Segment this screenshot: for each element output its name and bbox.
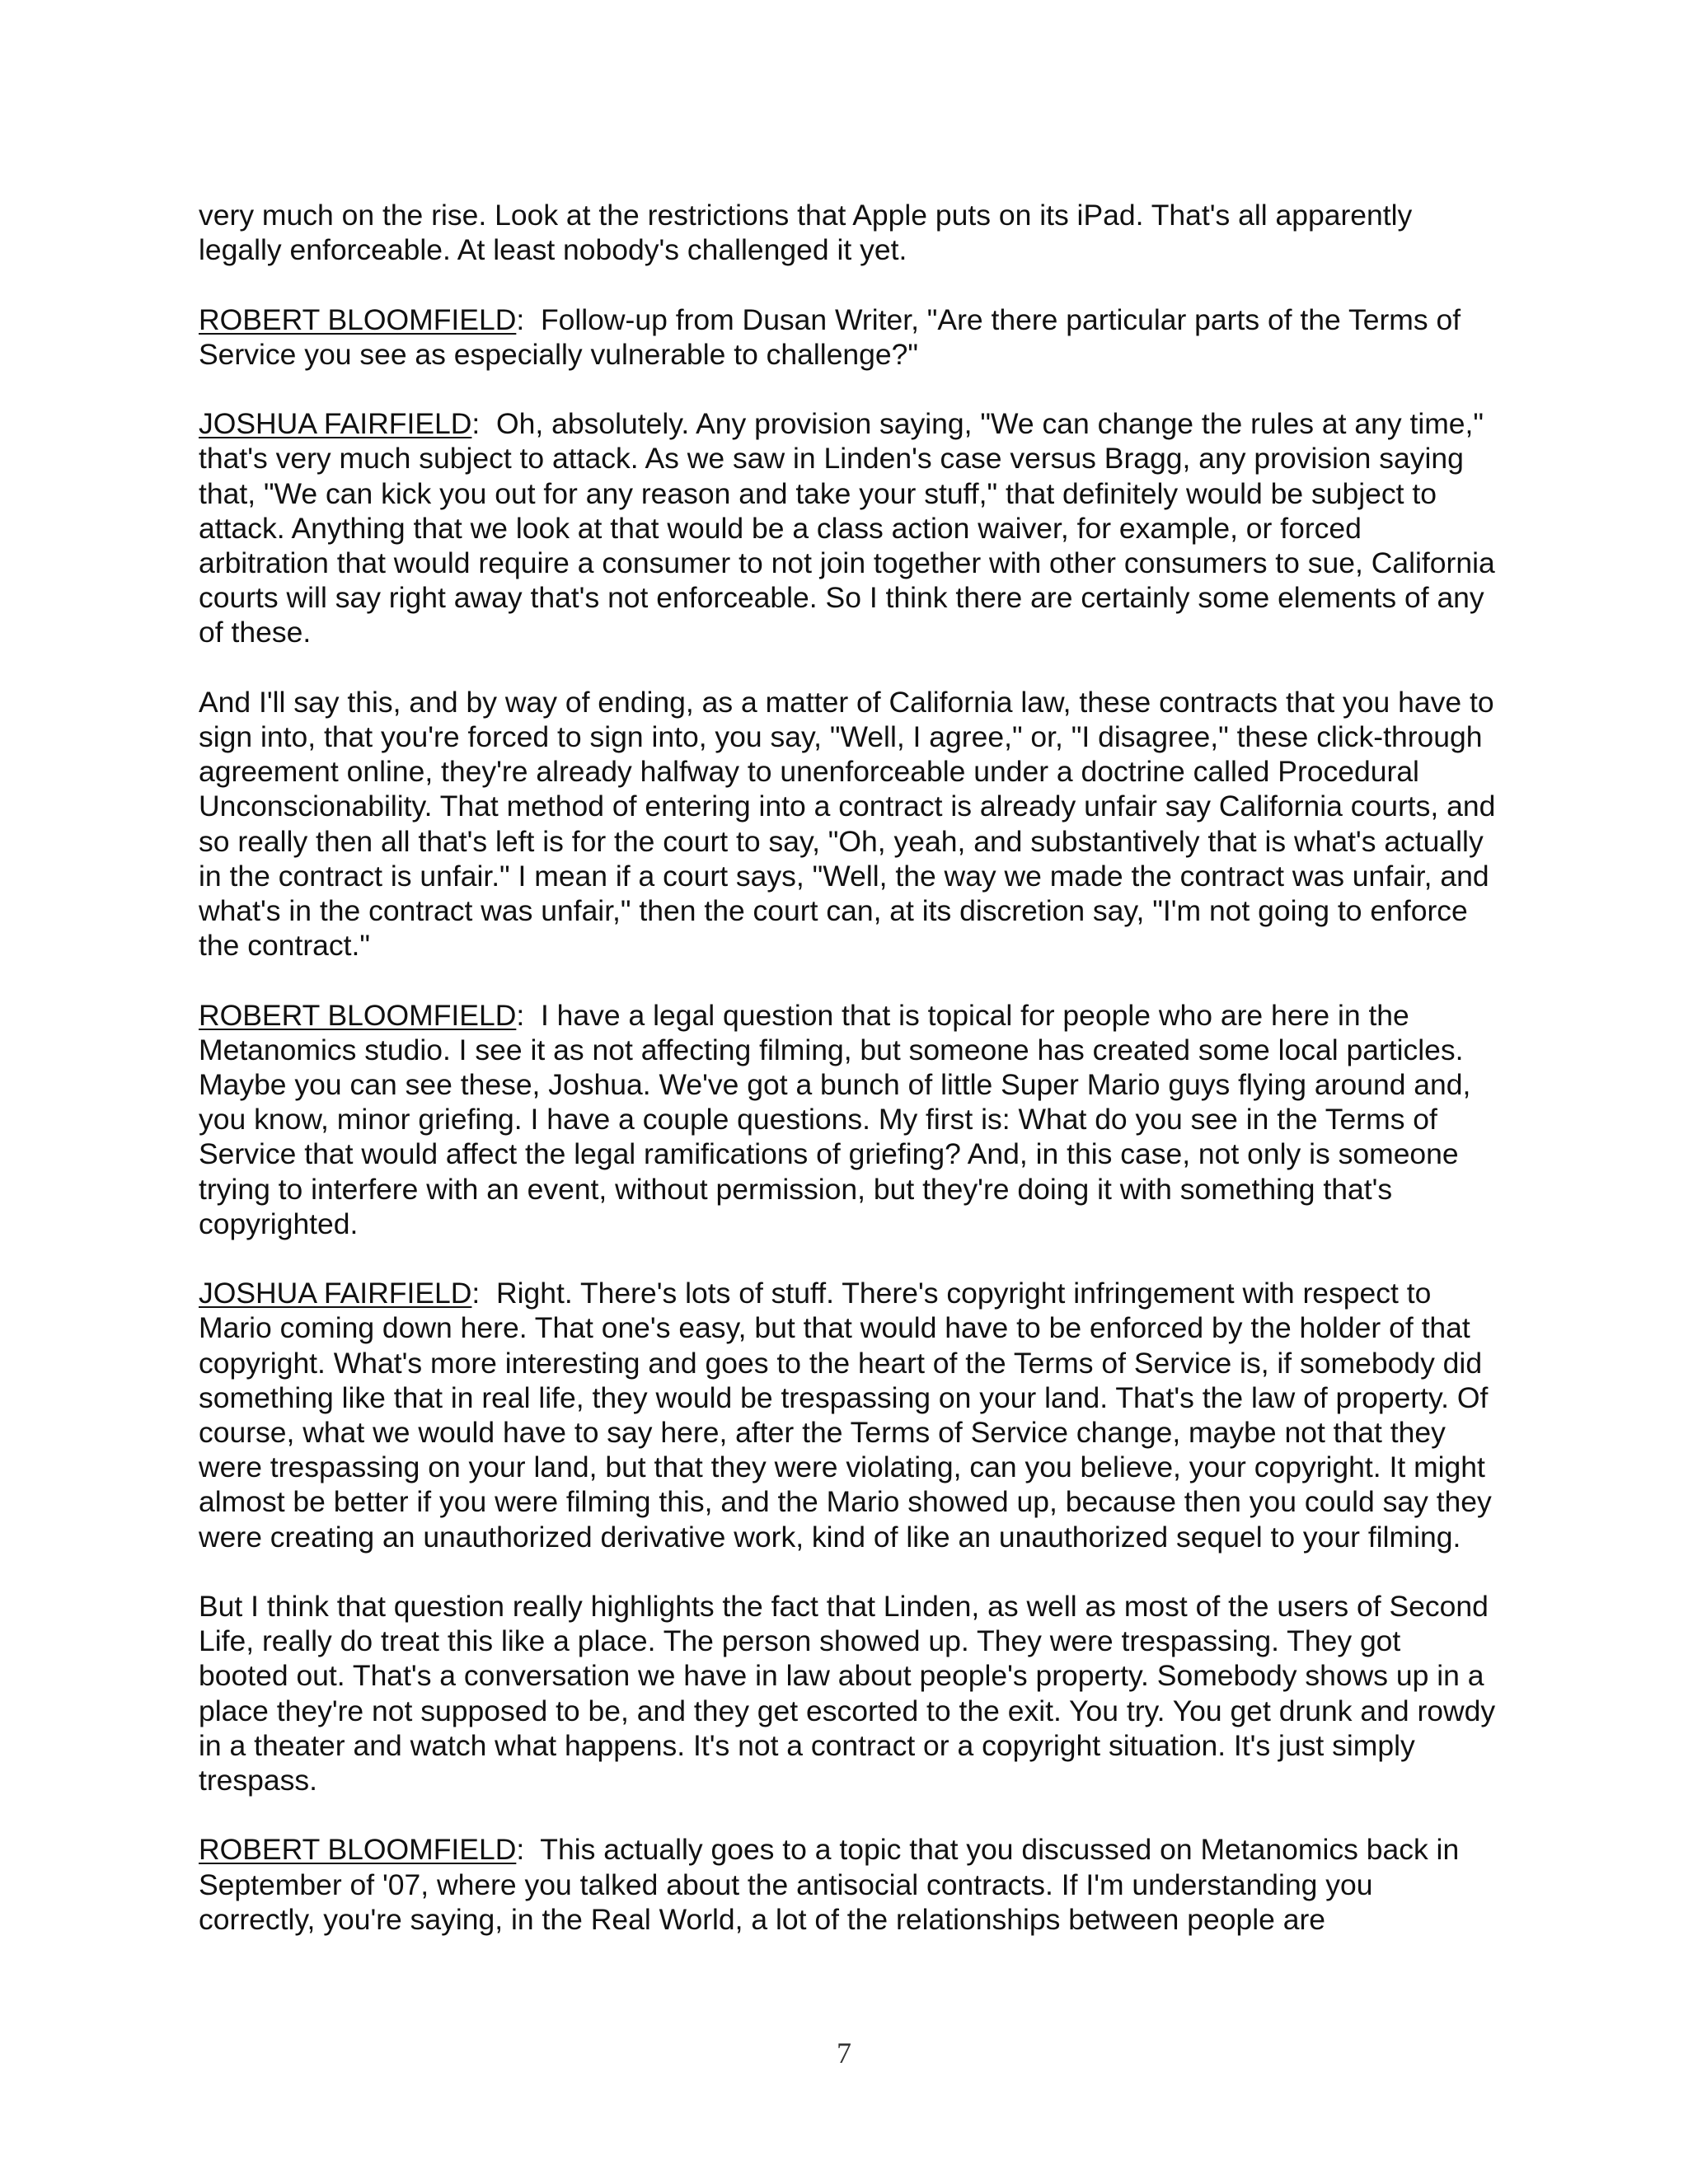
paragraph-3: JOSHUA FAIRFIELD: Oh, absolutely. Any provision saying, "We can change the rules at any time," that's very much subject to attack. As we saw in Linden's case versus Bragg, any provision saying that, "We can kick you out for any reason and take your stuff," that definitely would be subject to attack. Anything that we look at that would be a class action waiver, for example, or forced arbitration that would require a consumer to not join together with other consumers to sue, California courts will say right away that's not enforceable. So I think there are certainly some elements of any of these. [199,407,1495,649]
paragraph-text: But I think that question really highlights the fact that Linden, as well as most of the users of Second Life, really do treat this like a place. The person showed up. They were trespassing. They got booted out. That's a conversation we have in law about people's property. Somebody shows up in a place they're not supposed to be, and they get escorted to the exit. You try. You get drunk and rowdy in a theater and watch what happens. It's not a contract or a copyright situation. It's just simply trespass. [199,1590,1496,1797]
transcript-body [199,198,1497,1971]
paragraph-text: Follow-up from Dusan Writer, "Are there particular parts of the Terms of Service you see as especially vulnerable to challenge?" [199,302,1461,371]
speaker-name: JOSHUA FAIRFIELD [199,1277,472,1310]
speaker-name: ROBERT BLOOMFIELD [199,302,517,336]
paragraph-7 [199,1589,1497,1797]
paragraph-6: JOSHUA FAIRFIELD: Right. There's lots of stuff. There's copyright infringement with respect to Mario coming down here. That one's easy, but that would have to be enforced by the holder of that copyright. What's more interesting and goes to the heart of the Terms of Service is, if somebody did something like that in real life, they would be trespassing on your land. That's the law of property. Of course, what we would have to say here, after the Terms of Service change, maybe not that they were trespassing on your land, but that they were violating, can you believe, your copyright. It might almost be better if you were filming this, and the Mario showed up, because then you could say they were creating an unauthorized derivative work, kind of like an unauthorized sequel to your filming. [199,1277,1492,1554]
speaker-name: ROBERT BLOOMFIELD [199,1833,517,1867]
speaker-name: JOSHUA FAIRFIELD [199,407,472,441]
page-number: 7 [837,2036,851,2069]
paragraph-text: Oh, absolutely. Any provision saying, "We can change the rules at any time," that's very much subject to attack. As we saw in Linden's case versus Bragg, any provision saying that, "We can kick you out for any reason and take your stuff," that definitely would be subject to attack. Anything that we look at that would be a class action waiver, for example, or forced arbitration that would require a consumer to not join together with other consumers to sue, California courts will say right away that's not enforceable. So I think there are certainly some elements of any of these. [199,407,1495,649]
paragraph-text: And I'll say this, and by way of ending, as a matter of California law, these contracts that you have to sign into, that you're forced to sign into, you say, "Well, I agree," or, "I disagree," these click-through agreement online, they're already halfway to unenforceable under a doctrine called Procedural Unconscionability. That method of entering into a contract is already unfair say California courts, and so really then all that's left is for the court to say, "Oh, yeah, and substantively that is what's actually in the contract is unfair." I mean if a court says, "Well, the way we made the contract was unfair, and what's in the contract was unfair," then the court can, at its discretion say, "I'm not going to enforce the contract." [199,685,1496,963]
paragraph-5: ROBERT BLOOMFIELD: I have a legal question that is topical for people who are here in the Metanomics studio. I see it as not affecting filming, but someone has created some local particles. Maybe you can see these, Joshua. We've got a bunch of little Super Mario guys flying around and, you know, minor griefing. I have a couple questions. My first is: What do you see in the Terms of Service that would affect the legal ramifications of griefing? And, in this case, not only is someone trying to interfere with an event, without permission, but they're doing it with something that's copyrighted. [199,998,1471,1240]
paragraph-4 [199,685,1497,963]
paragraph-text: This actually goes to a topic that you discussed on Metanomics back in September of '07, where you talked about the antisocial contracts. If I'm understanding you correctly, you're saying, in the Real World, a lot of the relationships between people are [199,1833,1460,1936]
paragraph-2: ROBERT BLOOMFIELD: Follow-up from Dusan Writer, "Are there particular parts of the Terms of Service you see as especially vulnerable to challenge?" [199,302,1461,371]
paragraph-text: Right. There's lots of stuff. There's copyright infringement with respect to Mario coming down here. That one's easy, but that would have to be enforced by the holder of that copyright. What's more interesting and goes to the heart of the Terms of Service is, if somebody did something like that in real life, they would be trespassing on your land. That's the law of property. Of course, what we would have to say here, after the Terms of Service change, maybe not that they were trespassing on your land, but that they were violating, can you believe, your copyright. It might almost be better if you were filming this, and the Mario showed up, because then you could say they were creating an unauthorized derivative work, kind of like an unauthorized sequel to your filming. [199,1277,1492,1554]
speaker-name: ROBERT BLOOMFIELD [199,998,517,1032]
paragraph-text: I have a legal question that is topical for people who are here in the Metanomics studio. I see it as not affecting filming, but someone has created some local particles. Maybe you can see these, Joshua. We've got a bunch of little Super Mario guys flying around and, you know, minor griefing. I have a couple questions. My first is: What do you see in the Terms of Service that would affect the legal ramifications of griefing? And, in this case, not only is someone trying to interfere with an event, without permission, but they're doing it with something that's copyrighted. [199,998,1471,1240]
paragraph-8: ROBERT BLOOMFIELD: This actually goes to a topic that you discussed on Metanomics back in September of '07, where you talked about the antisocial contracts. If I'm understanding you correctly, you're saying, in the Real World, a lot of the relationships between people are [199,1833,1460,1936]
paragraph-text: very much on the rise. Look at the restrictions that Apple puts on its iPad. That's all apparently legally enforceable. At least nobody's challenged it yet. [199,199,1413,267]
paragraph-1 [199,198,1497,267]
